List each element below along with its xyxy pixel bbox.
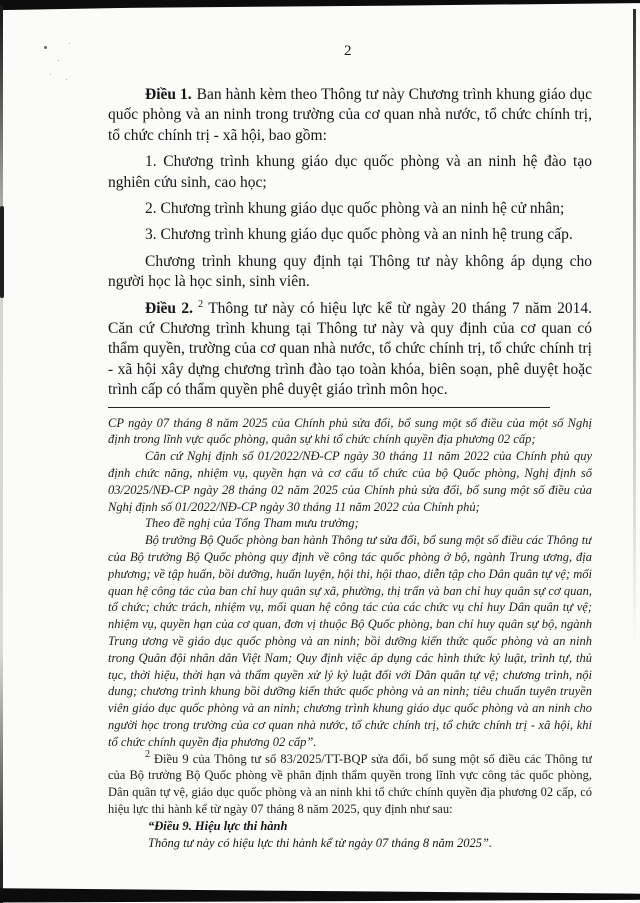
footnote-2-quote-body: Thông tư này có hiệu lực thi hành kể từ ngày 07 tháng 8 năm 2025”. [148,835,493,850]
list-item-3: 3. Chương trình khung giáo dục quốc phòng và an ninh hệ trung cấp. [145,226,573,244]
list-item-2: 2. Chương trình khung giáo dục quốc phòng và an ninh hệ cử nhân; [145,200,565,218]
footnote-2-marker: 2 [145,749,150,761]
scan-edge-left [0,5,3,903]
footnote-summary: Bộ trưởng Bộ Quốc phòng ban hành Thông tư sửa đổi, bổ sung một số điều các Thông tư của Bộ trưởng Bộ Quốc phòng quy định về công tác quốc phòng ở bộ, ngành Trung ương, địa phương; về tập huấn, bồi dưỡng, huấn luyện, hội thi, hội thao, diễn tập cho Dân quân tự vệ; mối quan hệ công tác của ban chỉ huy quân sự xã, phường, thị trấn và ban chỉ huy quân sự cơ quan, tổ chức; chức trách, nhiệm vụ, mối quan hệ công tác của các chức vụ chỉ huy Dân quân tự vệ; nhiệm vụ, quyền hạn của cơ quan, đơn vị thuộc Bộ Quốc phòng, ban chỉ huy quân sự bộ, ngành Trung ương về giáo dục quốc phòng và an ninh; bồi dưỡng kiến thức quốc phòng và an ninh trong Quân đội nhân dân Việt Nam; Quy định việc áp dụng các hình thức kỷ luật, trình tự, thủ tục, thời hiệu, thời hạn và thẩm quyền xử lý kỷ luật đối với Dân quân tự vệ; chương trình, nội dung; chương trình khung bồi dưỡng kiến thức quốc phòng và an ninh; tiêu chuẩn tuyên truyền viên giáo dục quốc phòng và an ninh; chương trình khung giáo dục quốc phòng và an ninh cho người học trong trường của cơ quan nhà nước, tổ chức chính trị, tổ chức chính trị - xã hội, khi tổ chức chính quyền địa phương 02 cấp”. [108,533,592,749]
scan-mark-left [0,206,4,298]
article-1-paragraph [108,85,592,146]
footnote-2 [108,751,592,818]
footnote-2-quote-heading: “Điều 9. Hiệu lực thi hành [148,818,288,833]
document-body [108,85,592,886]
article-1-text: Ban hành kèm theo Thông tư này Chương trình khung giáo dục quốc phòng và an ninh trong trường của cơ quan nhà nước, tổ chức chính trị, tổ chức chính trị - xã hội, bao gồm: [108,86,592,144]
footnote-legal-basis: Căn cứ Nghị định số 01/2022/NĐ-CP ngày 30 tháng 11 năm 2022 của Chính phủ quy định chức năng, nhiệm vụ, quyền hạn và cơ cấu tổ chức của bộ Quốc phòng, Nghị định số 03/2025/NĐ-CP ngày 28 tháng 02 năm 2025 của Chính phủ sửa đổi, bổ sung một số điều của Nghị định số 01/2022/NĐ-CP ngày 30 tháng 11 năm 2022 của Chính phủ; [108,449,592,514]
footnote-proposal: Theo đề nghị của Tổng Tham mưu trưởng; [145,516,359,531]
footnote-continuation: CP ngày 07 tháng 8 năm 2025 của Chính phủ sửa đổi, bổ sung một số điều của một số Nghị định trong lĩnh vực quốc phòng, quân sự khi tổ chức chính quyền địa phương 02 cấp; [108,415,592,447]
list-item-1: 1. Chương trình khung giáo dục quốc phòng và an ninh hệ đào tạo nghiên cứu sinh, cao học; [108,153,592,191]
article-1-label: Điều 1. [145,86,192,103]
page-number: 2 [344,43,352,59]
article-2-footnote-ref: 2 [198,298,204,310]
article-2-label: Điều 2. [145,299,194,317]
footnotes-section [108,415,592,852]
scope-paragraph: Chương trình khung quy định tại Thông tư này không áp dụng cho người học là học sinh, sinh viên. [108,252,592,291]
scan-edge-right [633,9,636,649]
scan-edge-top [0,0,640,11]
footnote-separator [108,407,550,408]
article-2-paragraph [108,299,592,401]
article-2-text: Thông tư này có hiệu lực kể từ ngày 20 tháng 7 năm 2014. Căn cứ Chương trình khung tại Thông tư này và quy định của cơ quan có thẩm quyền, trường của cơ quan nhà nước, tổ chức chính trị, tổ chức chính trị - xã hội xây dựng chương trình đào tạo toàn khóa, biên soạn, phê duyệt hoặc trình cấp có thẩm quyền phê duyệt giáo trình môn học. [108,299,592,399]
scan-edge-bottom [0,887,640,903]
footnote-2-text: Điều 9 của Thông tư số 83/2025/TT-BQP sửa đổi, bổ sung một số điều các Thông tư của Bộ trưởng Bộ Quốc phòng về phân định thẩm quyền trong lĩnh vực công tác quốc phòng, Dân quân tự vệ, giáo dục quốc phòng và an ninh khi tổ chức chính quyền địa phương 02 cấp, có hiệu lực thi hành kể từ ngày 07 tháng 8 năm 2025, quy định như sau: [108,751,592,817]
